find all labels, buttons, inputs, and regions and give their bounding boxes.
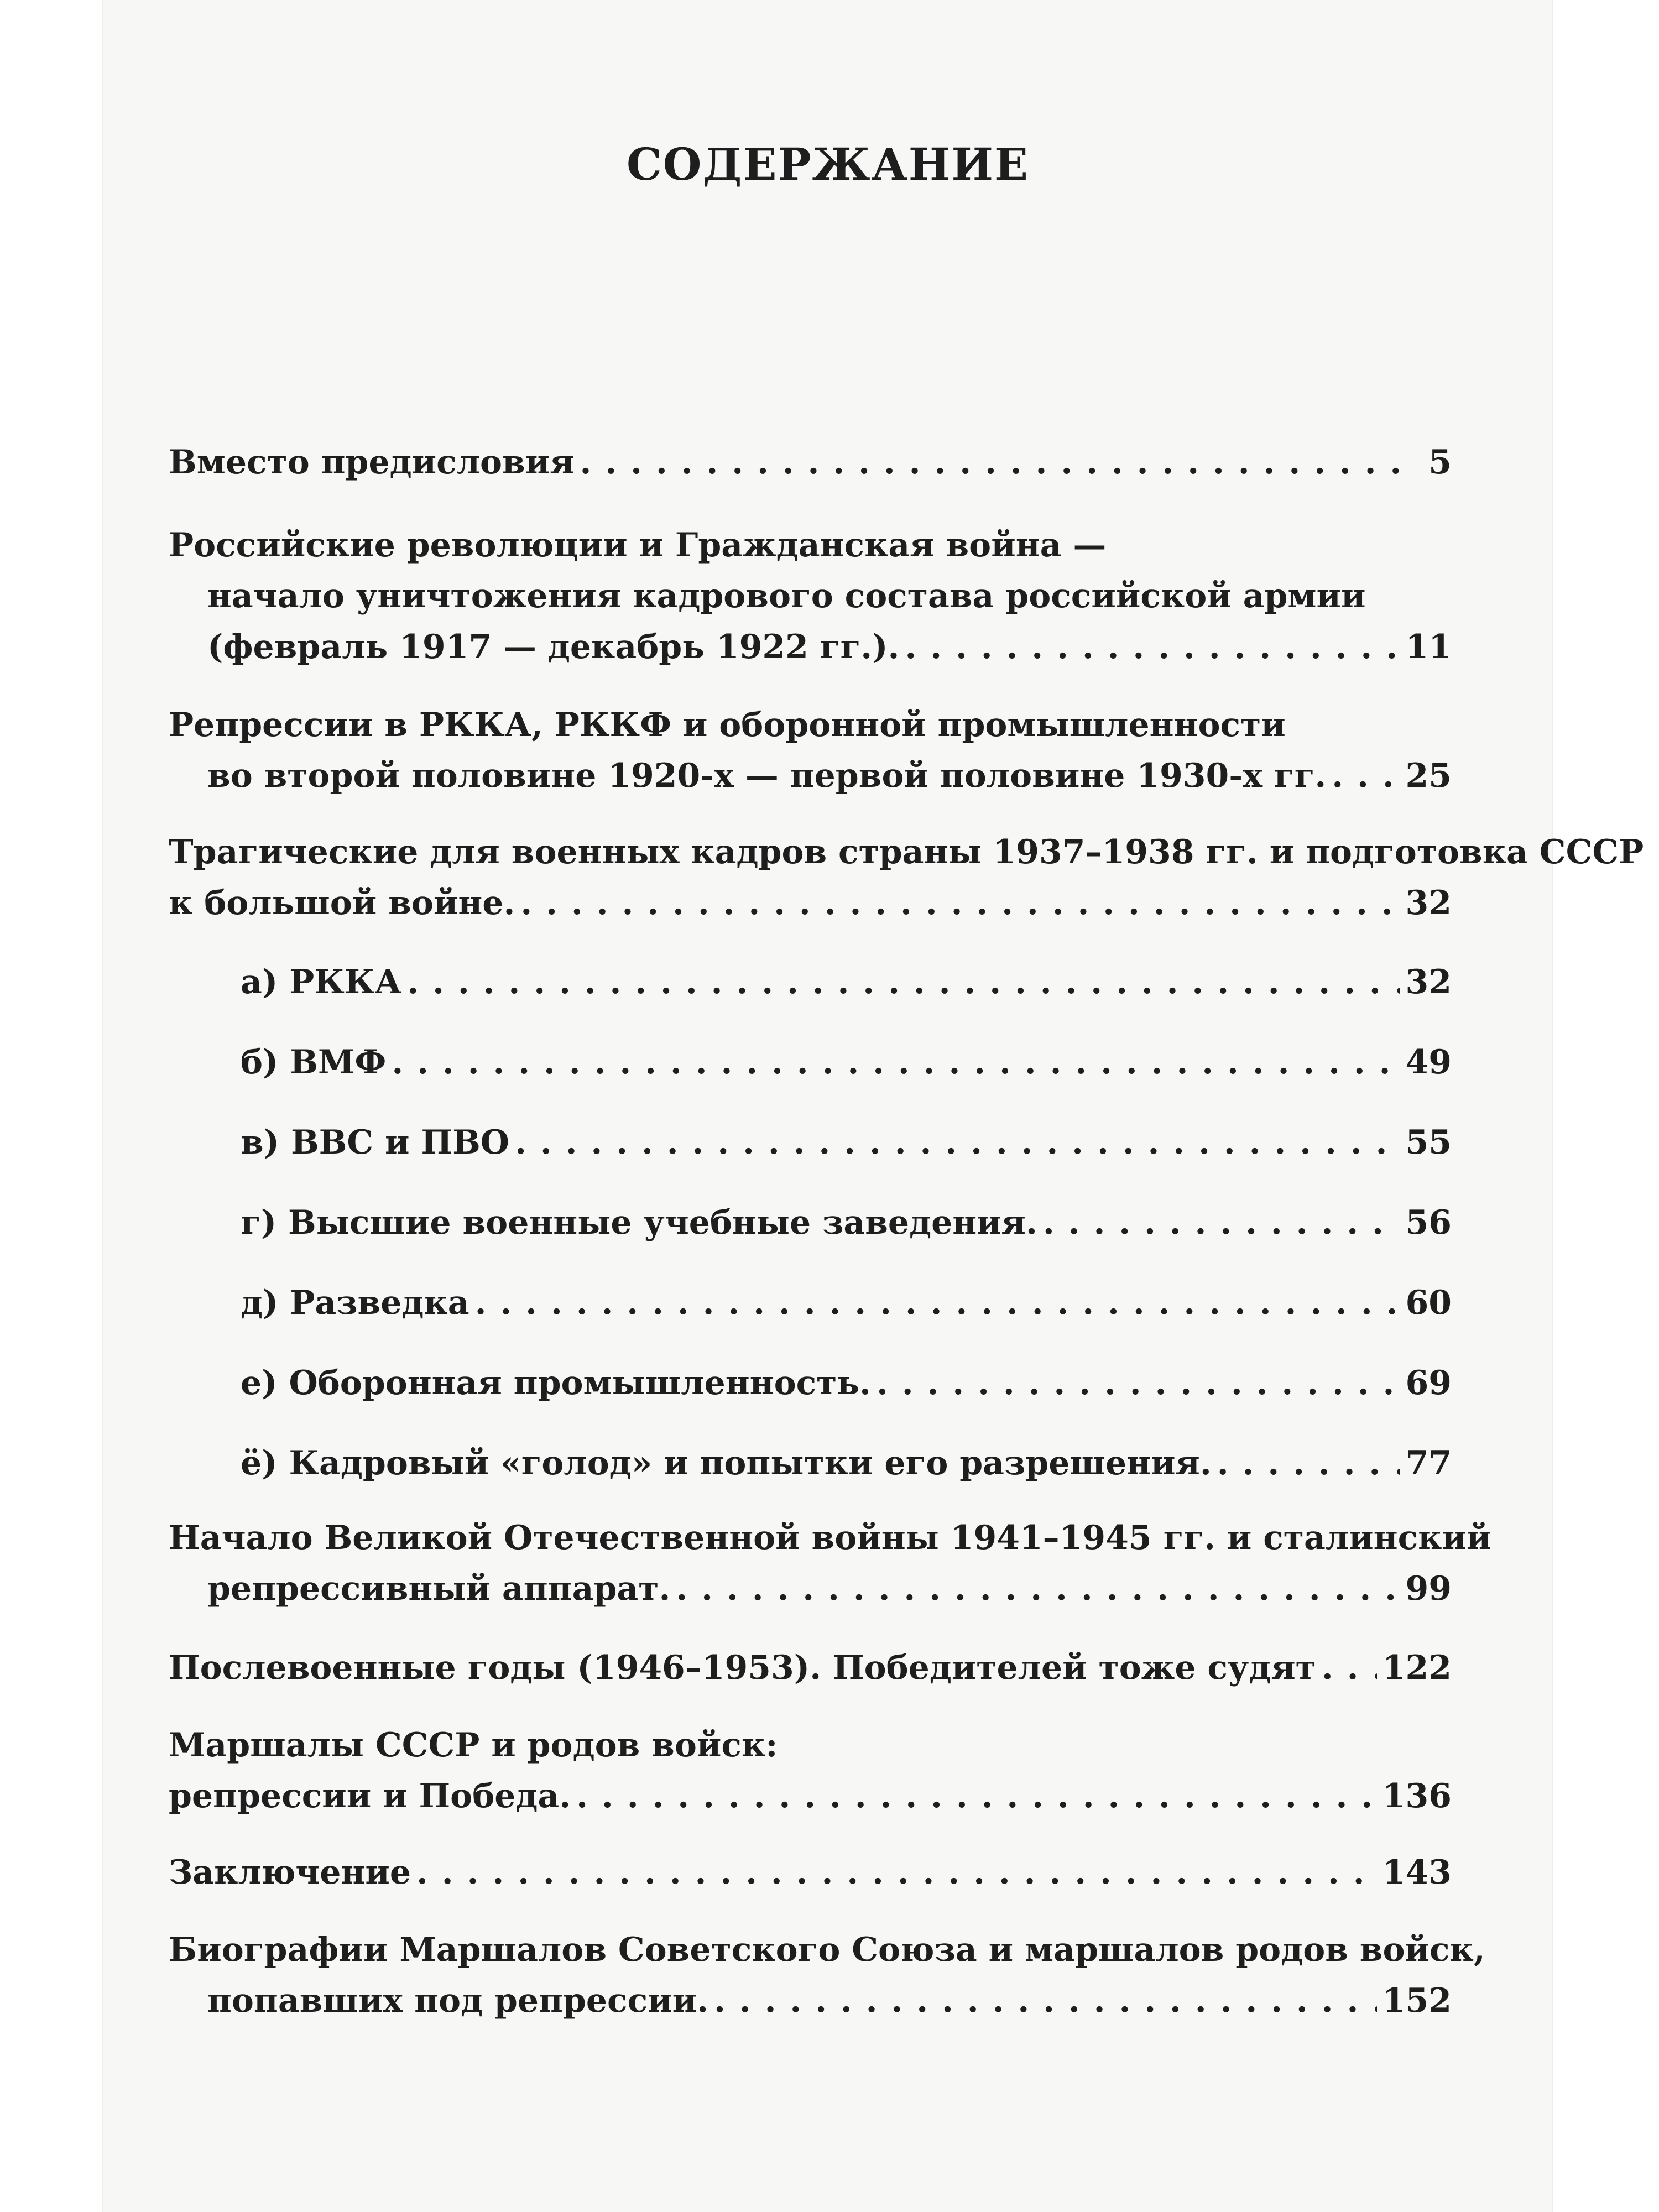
toc-page-number: 69 <box>1405 1364 1452 1402</box>
dot-leader <box>475 1277 1400 1328</box>
toc-entry-title: а) РККА <box>241 963 402 1001</box>
toc-entry-postwar[interactable] <box>169 1642 1452 1693</box>
dot-leader <box>1332 750 1400 801</box>
toc-entry-marshals[interactable] <box>169 1720 1452 1822</box>
toc-page-number: 152 <box>1382 1981 1452 2020</box>
toc-page-number: 143 <box>1382 1853 1452 1892</box>
page-title: СОДЕРЖАНИЕ <box>627 138 1029 190</box>
toc-page-number: 122 <box>1382 1648 1452 1687</box>
toc-entry-title: е) Оборонная промышленность. <box>241 1364 871 1402</box>
toc-entry-title: б) ВМФ <box>241 1043 387 1082</box>
toc-entry-title: Заключение <box>169 1853 411 1892</box>
dot-leader <box>515 1117 1400 1168</box>
dot-leader <box>580 437 1413 488</box>
toc-entry-title: Вместо предисловия <box>169 443 575 482</box>
toc-entry-title: Биографии Маршалов Советского Союза и маршалов родов войск, <box>169 1931 1485 1969</box>
toc-entry-title: в) ВВС и ПВО <box>241 1123 510 1162</box>
toc-subentry-personnel-hunger[interactable] <box>169 1438 1452 1489</box>
toc-page-number: 99 <box>1405 1569 1452 1608</box>
toc-entry-title-continued: попавших под репрессии. <box>207 1981 709 2020</box>
toc-entry-1937-1938[interactable] <box>169 827 1644 928</box>
toc-page-number: 49 <box>1405 1043 1452 1082</box>
toc-page-number: 60 <box>1405 1284 1452 1322</box>
book-page <box>102 0 1644 2212</box>
toc-page-number: 32 <box>1405 963 1452 1001</box>
toc-entry-title: д) Разведка <box>241 1284 469 1322</box>
toc-page-number: 136 <box>1382 1777 1452 1815</box>
dot-leader <box>877 1358 1400 1408</box>
dot-leader <box>392 1037 1400 1088</box>
toc-page-number: 11 <box>1405 628 1452 666</box>
toc-entry-title-continued: (февраль 1917 — декабрь 1922 гг.). <box>207 628 900 666</box>
toc-entry-title-continued: репрессии и Победа. <box>169 1777 571 1815</box>
dot-leader <box>520 878 1400 928</box>
toc-subentry-defense-industry[interactable] <box>169 1358 1452 1408</box>
toc-entry-title-continued: к большой войне. <box>169 884 515 922</box>
dot-leader <box>407 957 1400 1008</box>
toc-entry-title: г) Высшие военные учебные заведения. <box>241 1203 1037 1242</box>
toc-entry-title: Начало Великой Отечественной войны 1941–1945 гг. и сталинский <box>169 1519 1491 1557</box>
toc-entry-title: Российские революции и Гражданская война — <box>169 526 1107 565</box>
dot-leader <box>416 1847 1377 1898</box>
toc-page-number: 56 <box>1405 1203 1452 1242</box>
toc-page-number: 32 <box>1405 884 1452 922</box>
toc-page-number: 5 <box>1428 443 1452 482</box>
toc-subentry-military-schools[interactable] <box>169 1197 1452 1248</box>
toc-subentry-vvs-pvo[interactable] <box>169 1117 1452 1168</box>
dot-leader <box>1217 1438 1400 1489</box>
dot-leader <box>1322 1642 1377 1693</box>
toc-entry-repressions-1920s[interactable] <box>169 700 1452 801</box>
toc-entry-title: Репрессии в РККА, РККФ и оборонной промышленности <box>169 706 1286 744</box>
toc-page-number: 77 <box>1405 1444 1452 1483</box>
toc-subentry-intelligence[interactable] <box>169 1277 1452 1328</box>
toc-page-number: 25 <box>1405 757 1452 795</box>
toc-entry-title-continued: во второй половине 1920-х — первой половине 1930-х гг. <box>207 757 1327 795</box>
toc-entry-title: Трагические для военных кадров страны 1937–1938 гг. и подготовка СССР <box>169 833 1644 872</box>
toc-entry-biographies[interactable] <box>169 1924 1485 2026</box>
toc-entry-title: Послевоенные годы (1946–1953). Победителей тоже судят <box>169 1648 1316 1687</box>
dot-leader <box>576 1771 1377 1822</box>
toc-subentry-vmf[interactable] <box>169 1037 1452 1088</box>
toc-entry-title-continued: репрессивный аппарат. <box>207 1569 671 1608</box>
toc-entry-great-patriotic-war[interactable] <box>169 1512 1491 1614</box>
toc-page-number: 55 <box>1405 1123 1452 1162</box>
dot-leader <box>714 1975 1377 2026</box>
dot-leader <box>1043 1197 1400 1248</box>
dot-leader <box>905 622 1400 672</box>
toc-entry-conclusion[interactable] <box>169 1847 1452 1898</box>
toc-entry-title-continued: начало уничтожения кадрового состава российской армии <box>207 577 1366 615</box>
toc-entry-preface[interactable] <box>169 437 1452 488</box>
dot-leader <box>676 1563 1400 1614</box>
toc-subentry-rkka[interactable] <box>169 957 1452 1008</box>
toc-entry-title: Маршалы СССР и родов войск: <box>169 1726 778 1765</box>
toc-entry-title: ё) Кадровый «голод» и попытки его разрешения. <box>241 1444 1212 1483</box>
toc-entry-revolutions[interactable] <box>169 520 1452 672</box>
